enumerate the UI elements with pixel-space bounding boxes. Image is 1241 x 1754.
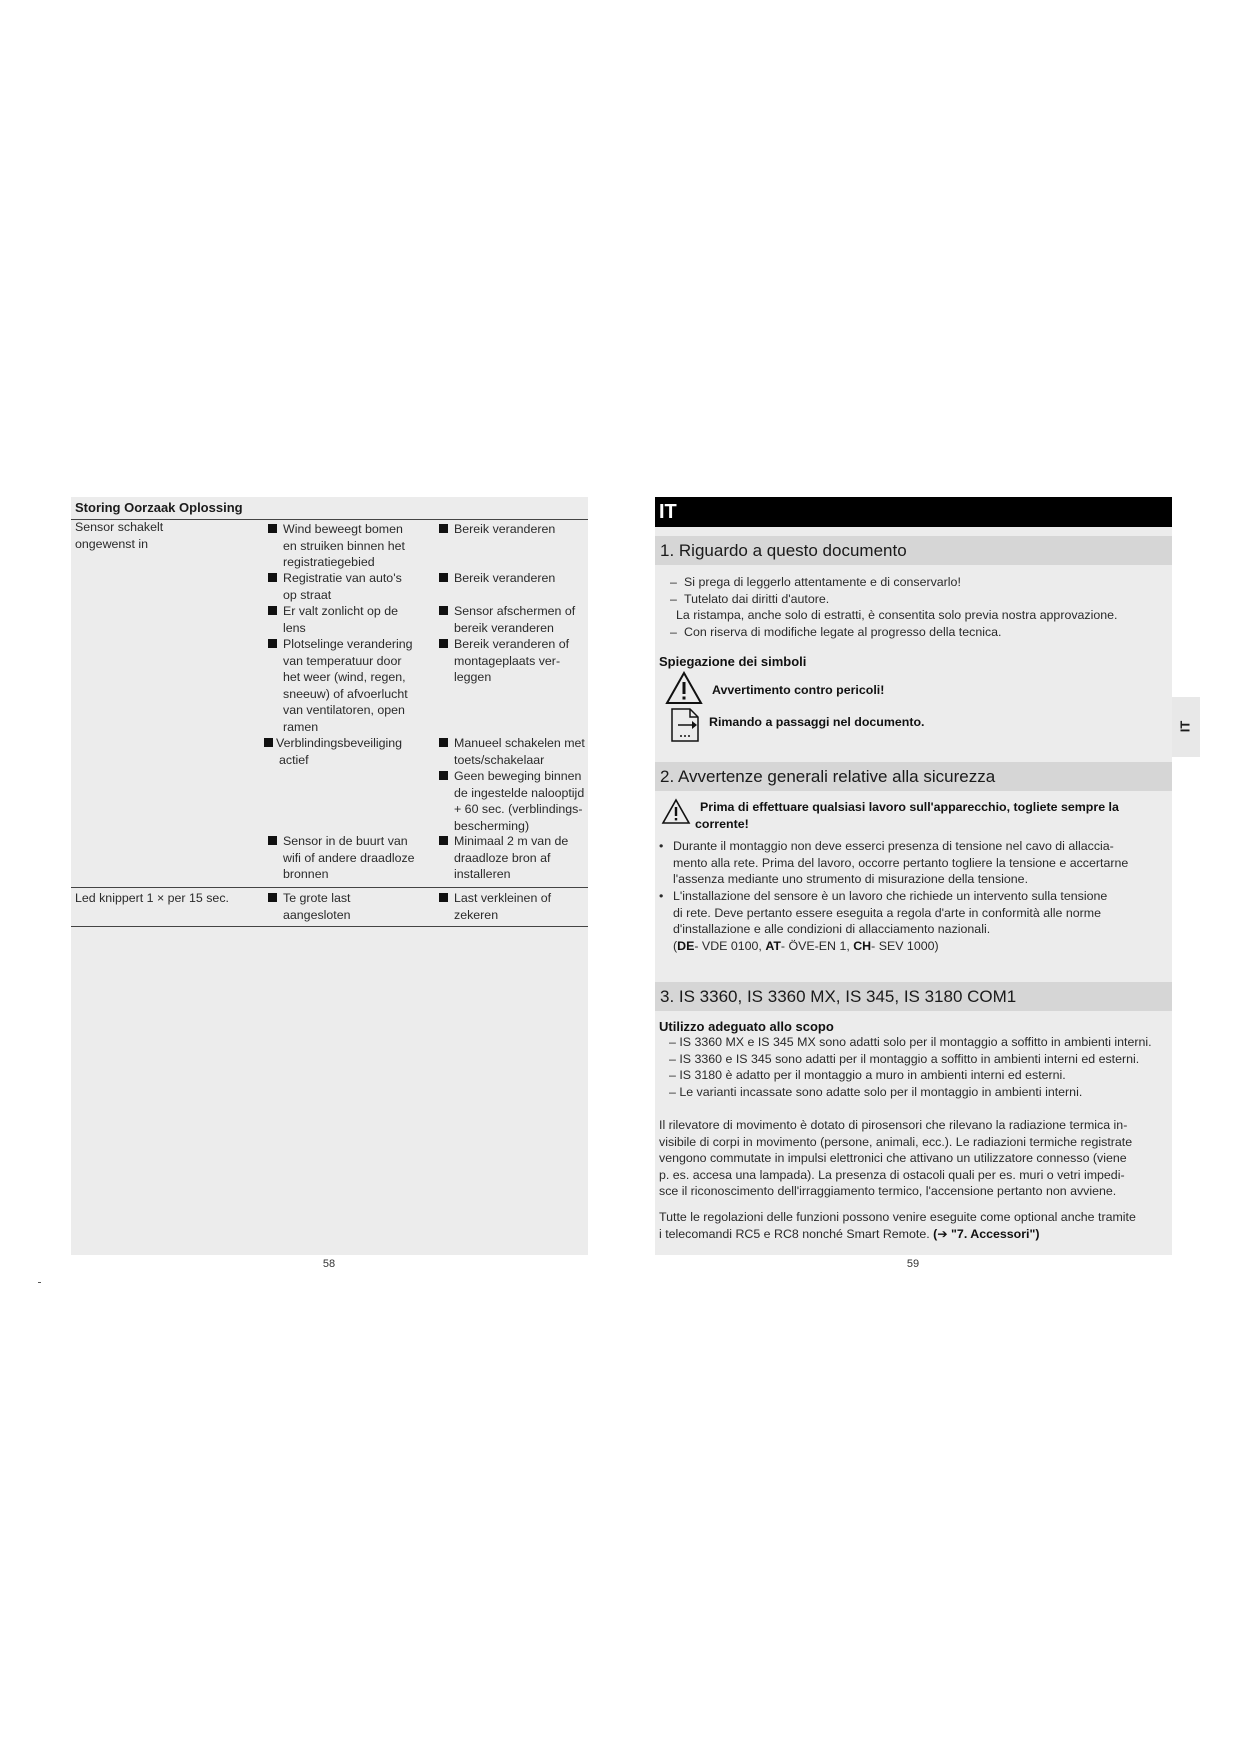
language-side-tab: IT [1172, 697, 1200, 757]
fix-cell: Sensor afschermen of bereik veranderen [439, 603, 589, 636]
bullet-square-icon [268, 524, 277, 533]
warning-triangle-icon [661, 798, 691, 825]
bullet-square-icon [268, 836, 277, 845]
bullet-square-icon [439, 738, 448, 747]
cause-cell: Wind beweegt bomen en struiken binnen het registratiegebied [268, 521, 418, 571]
stray-mark [38, 1282, 41, 1283]
cause-cell: Registratie van auto's op straat [268, 570, 418, 603]
bullet-square-icon [268, 573, 277, 582]
page-number-right: 59 [906, 1258, 920, 1270]
bullet-dot-icon: • [659, 889, 664, 903]
section-3-title: 3. IS 3360, IS 3360 MX, IS 345, IS 3180 COM1 [655, 982, 1172, 1011]
fix-cell: Last verkleinen of zekeren [439, 890, 589, 923]
symptom-cell: Led knippert 1 × per 15 sec. [75, 891, 229, 905]
section-1-list: – Si prega di leggerlo attentamente e di conservarlo! – Tutelato dai diritti d'autore. La ristampa, anche solo di estratti, è consentita solo previa nostra approvazione. – Con riserva di modifiche legate al progresso della tecnica. [670, 575, 1118, 639]
safety-bullet-1: • Durante il montaggio non deve esserci presenza di tensione nel cavo di allaccia- mento alla rete. Prima del lavoro, occorre pertanto togliere la tensione e accertarne l'assenza mediante uno strumento di misurazione della tensione. [659, 839, 1129, 886]
cause-cell: Te grote last aangesloten [268, 890, 418, 923]
bullet-square-icon [268, 606, 277, 615]
bullet-square-icon [439, 836, 448, 845]
description-paragraph: Il rilevatore di movimento è dotato di pirosensori che rilevano la radiazione termica in- visibile di corpi in movimento (persone, animali, ecc.). Le radiazioni termiche registrate vengono commutate in impulsi elettronici che attivano un utilizzatore connesso (viene p. es. accesa una lampada). La presenza di ostacoli quali per es. muri o vetri impedi- sce il riconoscimento dell'irraggiamento termico, l'accensione pertanto non avviene. [659, 1118, 1133, 1198]
use-heading: Utilizzo adeguato allo scopo [659, 1019, 834, 1034]
cause-cell: Er valt zonlicht op de lens [268, 603, 418, 636]
symbol-reference-label: Rimando a passaggi nel documento. [709, 715, 925, 729]
table-bottom-rule [71, 926, 588, 927]
language-bar: IT [655, 497, 1172, 527]
accessories-reference-link[interactable]: (➔ "7. Accessori") [933, 1226, 1040, 1241]
right-page [655, 497, 1172, 1255]
remote-paragraph: Tutte le regolazioni delle funzioni possono venire eseguite come optional anche tramite i telecomandi RC5 e RC8 nonché Smart Remote. (➔ "7. Accessori") [659, 1210, 1136, 1241]
fix-cell: Bereik veranderen of montageplaats ver- leggen [439, 636, 589, 686]
left-page [71, 497, 588, 1255]
bullet-square-icon [268, 639, 277, 648]
warning-triangle-icon [665, 671, 703, 705]
safety-bullet-2: • L'installazione del sensore è un lavoro che richiede un intervento sulla tensione di rete. Deve pertanto essere eseguita a regola d'arte in conformità alle norme d'installazione e alle condizioni di allacciamento nazionali. (DE- VDE 0100, AT- ÖVE-EN 1, CH- SEV 1000) [659, 888, 1171, 954]
fix-cell: Manueel schakelen met toets/schakelaar [439, 735, 589, 768]
norms-line: (DE- VDE 0100, AT- ÖVE-EN 1, CH- SEV 1000) [673, 938, 939, 953]
section-2-title: 2. Avvertenze generali relative alla sicurezza [655, 762, 1172, 791]
cause-cell: Sensor in de buurt van wifi of andere draadloze bronnen [268, 833, 418, 883]
symbols-heading: Spiegazione dei simboli [659, 654, 807, 669]
page-number-left: 58 [322, 1258, 336, 1270]
bullet-square-icon [439, 524, 448, 533]
use-list: – IS 3360 MX e IS 345 MX sono adatti solo per il montaggio a soffitto in ambienti interni. – IS 3360 e IS 345 sono adatti per il montaggio a soffitto in ambienti interni ed esterni. – IS 3180 è adatto per il montaggio a muro in ambienti interni ed esterni. – Le varianti incassate sono adatte solo per il montaggio in ambienti interni. [669, 1035, 1152, 1099]
safety-warning: Prima di effettuare qualsiasi lavoro sull'apparecchio, togliete sempre la corrente! [695, 800, 1119, 831]
fix-cell: Geen beweging binnen de ingestelde nalooptijd + 60 sec. (verblindings- bescherming) [439, 768, 589, 834]
cause-cell: Plotselinge verandering van temperatuur door het weer (wind, regen, sneeuw) of afvoerlucht van ventilatoren, open ramen [268, 636, 418, 735]
bullet-square-icon [439, 771, 448, 780]
document-reference-icon [670, 707, 700, 743]
bullet-square-icon [439, 573, 448, 582]
table-header: Storing Oorzaak Oplossing [75, 500, 243, 515]
bullet-square-icon [439, 606, 448, 615]
bullet-square-icon [264, 738, 273, 747]
bullet-dot-icon: • [659, 839, 664, 853]
bullet-square-icon [439, 639, 448, 648]
symbol-warning-label: Avvertimento contro pericoli! [712, 683, 885, 697]
row-divider [71, 887, 588, 888]
bullet-square-icon [268, 893, 277, 902]
fix-cell: Bereik veranderen [439, 570, 589, 587]
section-1-title: 1. Riguardo a questo documento [655, 536, 1172, 565]
fix-cell: Minimaal 2 m van de draadloze bron af installeren [439, 833, 589, 883]
fix-cell: Bereik veranderen [439, 521, 589, 538]
bullet-square-icon [439, 893, 448, 902]
symptom-cell: Sensor schakelt ongewenst in [75, 520, 164, 551]
cause-cell: Verblindingsbeveiliging actief [264, 735, 414, 768]
